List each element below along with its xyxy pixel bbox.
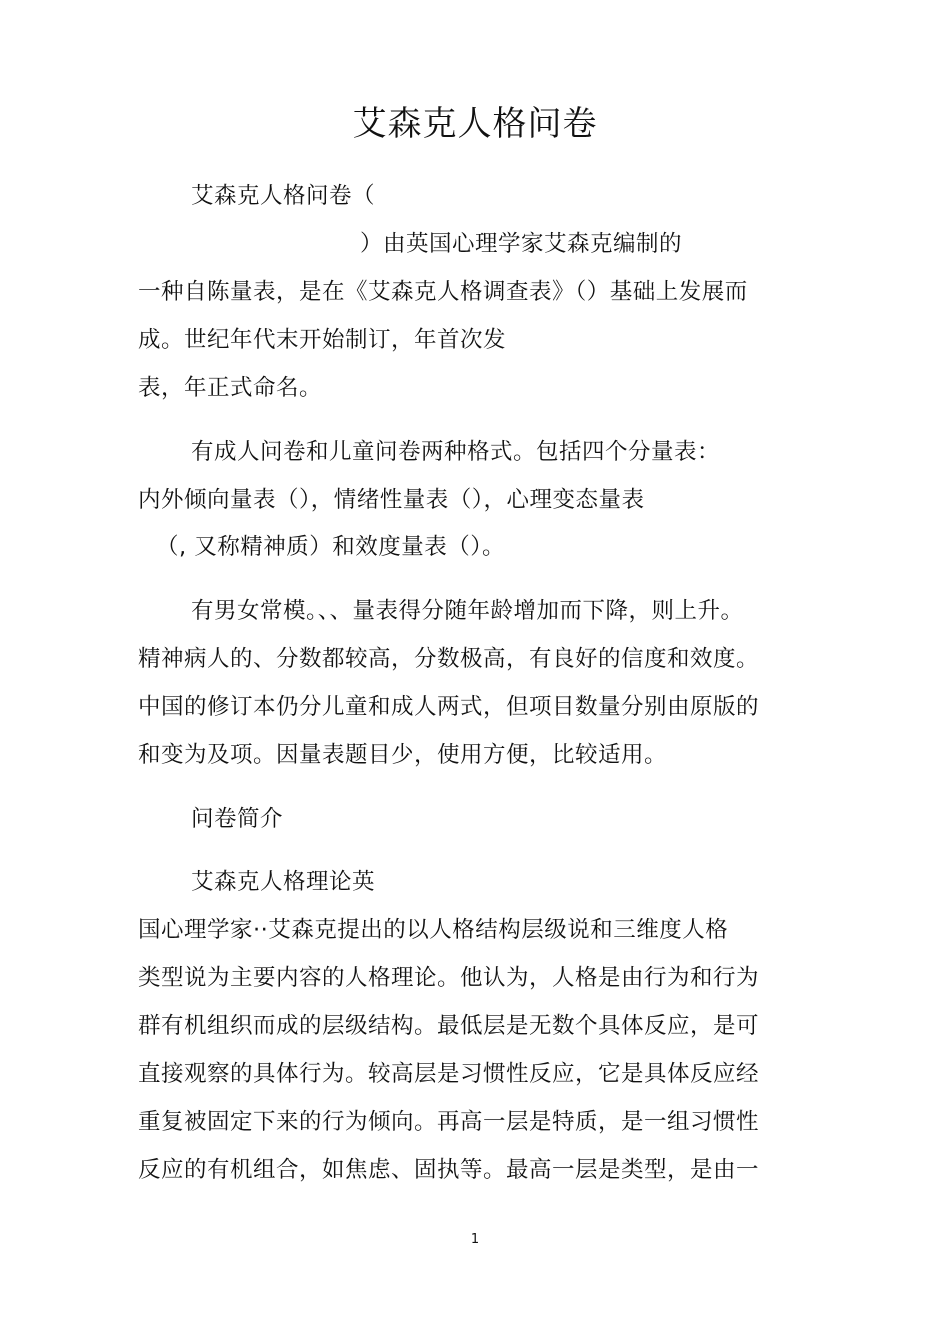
text-line: 成。世纪年代末开始制订，年首次发 [138, 327, 507, 353]
text-line: 重复被固定下来的行为倾向。再高一层是特质，是一组习惯性 [138, 1109, 760, 1135]
text-line: 内外倾向量表（），情绪性量表（），心理变态量表 [138, 487, 645, 513]
text-line: 艾森克人格问卷（ [191, 183, 376, 209]
section-heading: 问卷简介 [191, 806, 284, 832]
text-line: 中国的修订本仍分儿童和成人两式，但项目数量分别由原版的 [138, 694, 760, 720]
text-line: 类型说为主要内容的人格理论。他认为，人格是由行为和行为 [138, 965, 760, 991]
text-line: 国心理学家··艾森克提出的以人格结构层级说和三维度人格 [138, 917, 729, 943]
text-line: 直接观察的具体行为。较高层是习惯性反应，它是具体反应经 [138, 1061, 760, 1087]
text-line: 表，年正式命名。 [138, 375, 323, 401]
text-line: 一种自陈量表，是在《艾森克人格调查表》（）基础上发展而 [138, 279, 748, 305]
text-line: 和变为及项。因量表题目少，使用方便，比较适用。 [138, 742, 668, 768]
text-line: 有男女常模。、、量表得分随年龄增加而下降，则上升。 [191, 598, 744, 624]
text-line: ）由英国心理学家艾森克编制的 [360, 231, 683, 257]
text-line: 有成人问卷和儿童问卷两种格式。包括四个分量表： [191, 439, 721, 465]
text-line: （, 又称精神质）和效度量表（）。 [156, 534, 506, 560]
text-line: 反应的有机组合，如焦虑、固执等。最高一层是类型，是由一 [138, 1157, 760, 1183]
text-line: 群有机组织而成的层级结构。最低层是无数个具体反应，是可 [138, 1013, 760, 1039]
document-title: 艾森克人格问卷 [352, 104, 598, 144]
text-line: 精神病人的、分数都较高，分数极高，有良好的信度和效度。 [138, 646, 760, 672]
text-line: 艾森克人格理论英 [191, 869, 376, 895]
page-number: 1 [470, 1232, 480, 1247]
